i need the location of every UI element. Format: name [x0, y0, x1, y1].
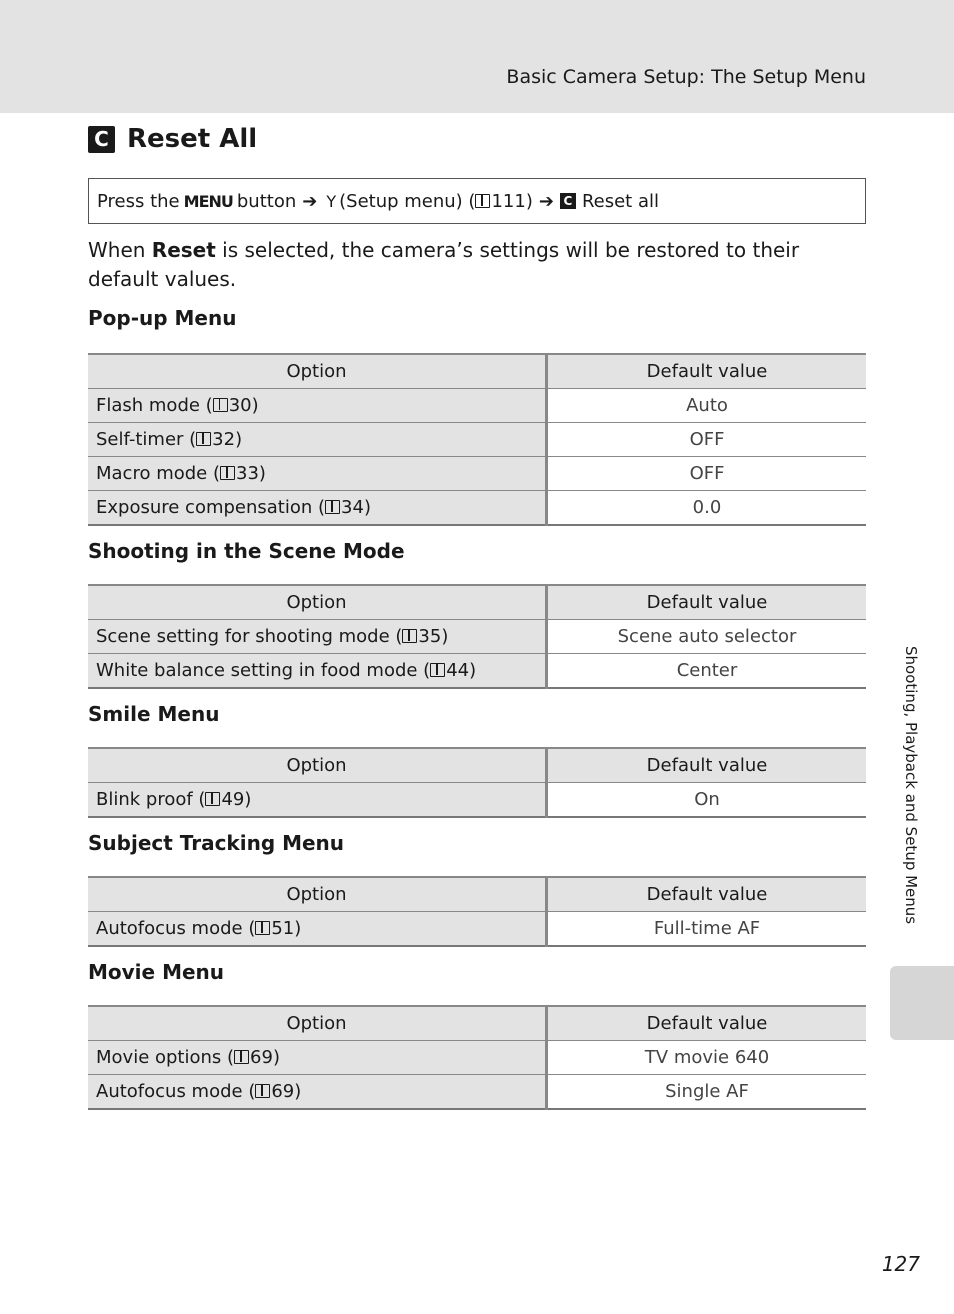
section-title: Subject Tracking Menu: [88, 831, 345, 855]
col-option: Option: [88, 877, 547, 912]
book-icon: [475, 194, 490, 208]
defaults-table: [88, 876, 866, 947]
table-row: Scene setting for shooting mode ( 35) Scene auto selector: [88, 620, 866, 654]
book-icon: [402, 629, 417, 643]
table-row: Macro mode ( 33) OFF: [88, 457, 866, 491]
book-icon: [255, 1084, 270, 1098]
wrench-icon: Y: [326, 191, 337, 211]
table-row: Self-timer ( 32) OFF: [88, 423, 866, 457]
nav-press: Press the: [97, 190, 180, 212]
defaults-table: [88, 747, 866, 818]
defaults-table: [88, 584, 866, 689]
col-option: Option: [88, 1006, 547, 1041]
reset-all-icon: C: [88, 126, 115, 153]
nav-close: ): [525, 190, 533, 212]
intro-bold: Reset: [151, 238, 216, 262]
table-row: Blink proof ( 49) On: [88, 783, 866, 818]
book-icon: [234, 1050, 249, 1064]
menu-path-box: [88, 178, 866, 224]
book-icon: [213, 398, 228, 412]
header-bar: [0, 0, 954, 113]
col-default: Default value: [547, 1006, 867, 1041]
col-option: Option: [88, 748, 547, 783]
table-row: Flash mode ( 30) Auto: [88, 389, 866, 423]
arrow-icon: ➔: [302, 190, 318, 212]
table-row: Movie options ( 69) TV movie 640: [88, 1041, 866, 1075]
col-option: Option: [88, 354, 547, 389]
section-title: Smile Menu: [88, 702, 220, 726]
table-row: Autofocus mode ( 51) Full-time AF: [88, 912, 866, 947]
nav-reset-label: Reset all: [581, 190, 659, 212]
nav-ref: 111: [491, 190, 526, 212]
book-icon: [196, 432, 211, 446]
col-default: Default value: [547, 748, 867, 783]
book-icon: [255, 921, 270, 935]
nav-setup-menu: (Setup menu) (: [339, 190, 476, 212]
intro-paragraph: When Reset is selected, the camera’s settings will be restored to their default values.: [88, 238, 800, 291]
table-row: White balance setting in food mode ( 44) Center: [88, 654, 866, 689]
col-default: Default value: [547, 877, 867, 912]
section-title: Shooting in the Scene Mode: [88, 539, 405, 563]
section-title: Movie Menu: [88, 960, 225, 984]
defaults-table: [88, 353, 866, 526]
col-default: Default value: [547, 354, 867, 389]
page-title-text: Reset All: [127, 124, 258, 154]
header-title: Basic Camera Setup: The Setup Menu: [506, 66, 866, 88]
nav-button: button: [236, 190, 297, 212]
book-icon: [205, 792, 220, 806]
book-icon: [430, 663, 445, 677]
page-title: [88, 124, 257, 154]
col-default: Default value: [547, 585, 867, 620]
reset-all-icon: C: [560, 193, 576, 209]
col-option: Option: [88, 585, 547, 620]
book-icon: [220, 466, 235, 480]
section-title: Pop-up Menu: [88, 306, 237, 330]
arrow-icon: ➔: [538, 190, 554, 212]
menu-button-icon: MENU: [183, 191, 233, 211]
table-row: Autofocus mode ( 69) Single AF: [88, 1075, 866, 1110]
defaults-table: [88, 1005, 866, 1110]
side-chapter-tab: [890, 966, 954, 1040]
side-chapter-label: Shooting, Playback and Setup Menus: [902, 646, 920, 925]
book-icon: [325, 500, 340, 514]
page-number: 127: [881, 1252, 920, 1276]
table-row: Exposure compensation ( 34) 0.0: [88, 491, 866, 526]
